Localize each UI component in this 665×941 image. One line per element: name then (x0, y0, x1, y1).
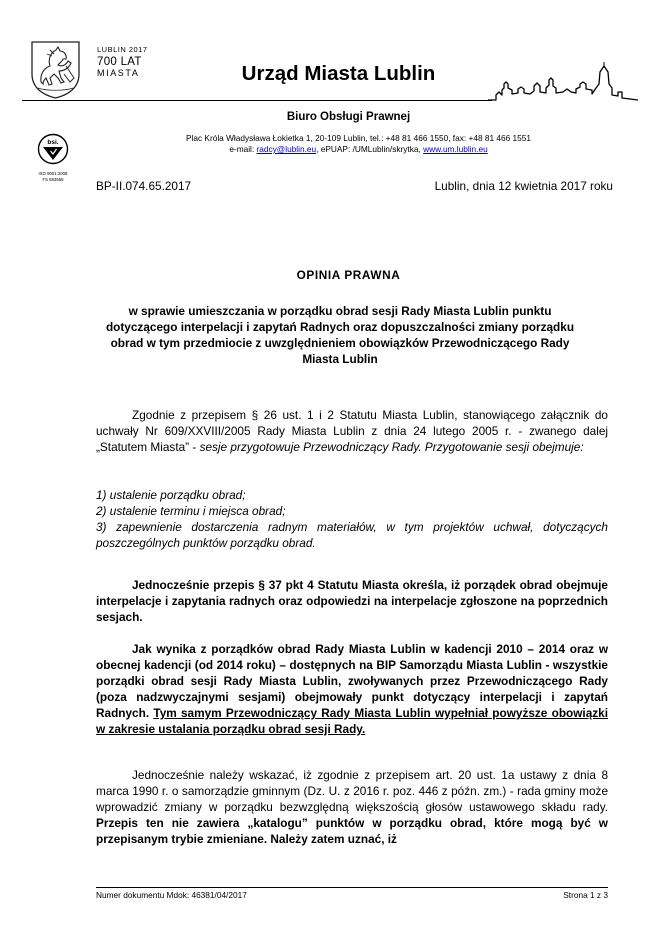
bsi-certification-icon (35, 130, 71, 190)
paragraph-1 (96, 407, 608, 455)
list-item: 3) zapewnienie dostarczenia radnym materiałów, w tym projektów uchwał, dotyczących poszczególnych punktów porządku obrad. (96, 520, 608, 550)
paragraph-4-bold: Przepis ten nie zawiera „katalogu” punktów w porządku obrad, które mogą być w przepisanym trybie zmieniane. Należy zatem uznać, iż (96, 816, 608, 846)
header-divider (22, 100, 492, 101)
preparation-list (96, 487, 608, 551)
document-subject: w sprawie umieszczania w porządku obrad sesji Rady Miasta Lublin punktu dotyczącego interpelacji i zapytań Radnych oraz dopuszczalności zmiany porządku obrad w tym przedmiocie z uwzględnieniem obowiązków Przewodniczącego Rady Miasta Lublin (105, 304, 575, 366)
epuap-text: , ePUAP: /UMLublin/skrytka, (316, 144, 424, 154)
iso-standard: ISO 9001:2008 (38, 171, 68, 176)
footer-document-number: Numer dokumentu Mdok: 46381/04/2017 (96, 890, 247, 900)
jubilee-line2: MIASTA (97, 68, 140, 78)
footer-divider (96, 887, 608, 888)
footer-page-number: Strona 1 z 3 (563, 890, 608, 900)
email-prefix: e-mail: (229, 144, 257, 154)
paragraph-1-italic: sesje przygotowuje Przewodniczący Rady. Przygotowanie sesji obejmuje: (199, 440, 584, 454)
jubilee-line1: 700 LAT (97, 55, 142, 68)
bsi-label: bsi. (47, 139, 59, 146)
paragraph-2-text: Jednocześnie przepis § 37 pkt 4 Statutu Miasta określa, iż porządek obrad obejmuje interpelacje i zapytania radnych oraz odpowiedzi na interpelacje zgłoszone na poprzednich sesjach. (96, 578, 608, 624)
website-link[interactable]: www.um.lublin.eu (423, 144, 488, 154)
email-link[interactable]: radcy@lublin.eu (256, 144, 317, 154)
reference-number: BP-II.074.65.2017 (96, 179, 192, 193)
address-line: Plac Króla Władysława Łokietka 1, 20-109 Lublin, tel.: +48 81 466 1550, fax: +48 81 466 1551 (185, 133, 532, 143)
city-skyline-icon (488, 62, 638, 106)
document-date: Lublin, dnia 12 kwietnia 2017 roku (434, 179, 613, 193)
list-item: 1) ustalenie porządku obrad; (96, 488, 246, 502)
jubilee-year: LUBLIN 2017 (97, 45, 148, 54)
iso-certificate: FS 583555 (42, 177, 64, 182)
paragraph-3-underlined: Tym samym Przewodniczący Rady Miasta Lublin wypełniał powyższe obowiązki w zakresie ustalania porządku obrad sesji Rady. (96, 706, 608, 736)
paragraph-4-text: Jednocześnie należy wskazać, iż zgodnie z przepisem art. 20 ust. 1a ustawy z dnia 8 marca 1990 r. o samorządzie gminnym (Dz. U. z 2016 r. poz. 446 z późn. zm.) - rada gminy może wprowadzić zmiany w porządku bezwzględną większością głosów ustawowego składu rady. (96, 768, 608, 814)
contact-block (0, 133, 665, 155)
paragraph-3 (96, 641, 608, 737)
bureau-name: Biuro Obsługi Prawnej (286, 111, 411, 123)
document-title: OPINIA PRAWNA (296, 268, 401, 282)
paragraph-4 (96, 767, 608, 847)
email-line (186, 144, 531, 155)
paragraph-2 (96, 577, 608, 625)
paragraph-3-text: Jak wynika z porządków obrad Rady Miasta Lublin w kadencji 2010 – 2014 oraz w obecnej kadencji (od 2014 roku) – dostępnych na BIP Samorządu Miasta Lublin - wszystkie porządki obrad sesji Rady Miasta Lublin, zwoływanych przez Przewodniczącego Rady (poza nadzwyczajnymi sesjami) obejmowały punkt dotyczący interpelacji i zapytań Radnych. (96, 642, 608, 720)
paragraph-1-text: Zgodnie z przepisem § 26 ust. 1 i 2 Statutu Miasta Lublin, stanowiącego załącznik do uchwały Nr 609/XXVIII/2005 Rady Miasta Lublin z dnia 24 lutego 2005 r. - zwanego dalej „Statutem Miasta” - (96, 408, 608, 454)
office-title: Urząd Miasta Lublin (241, 62, 436, 85)
list-item: 2) ustalenie terminu i miejsca obrad; (96, 504, 286, 518)
